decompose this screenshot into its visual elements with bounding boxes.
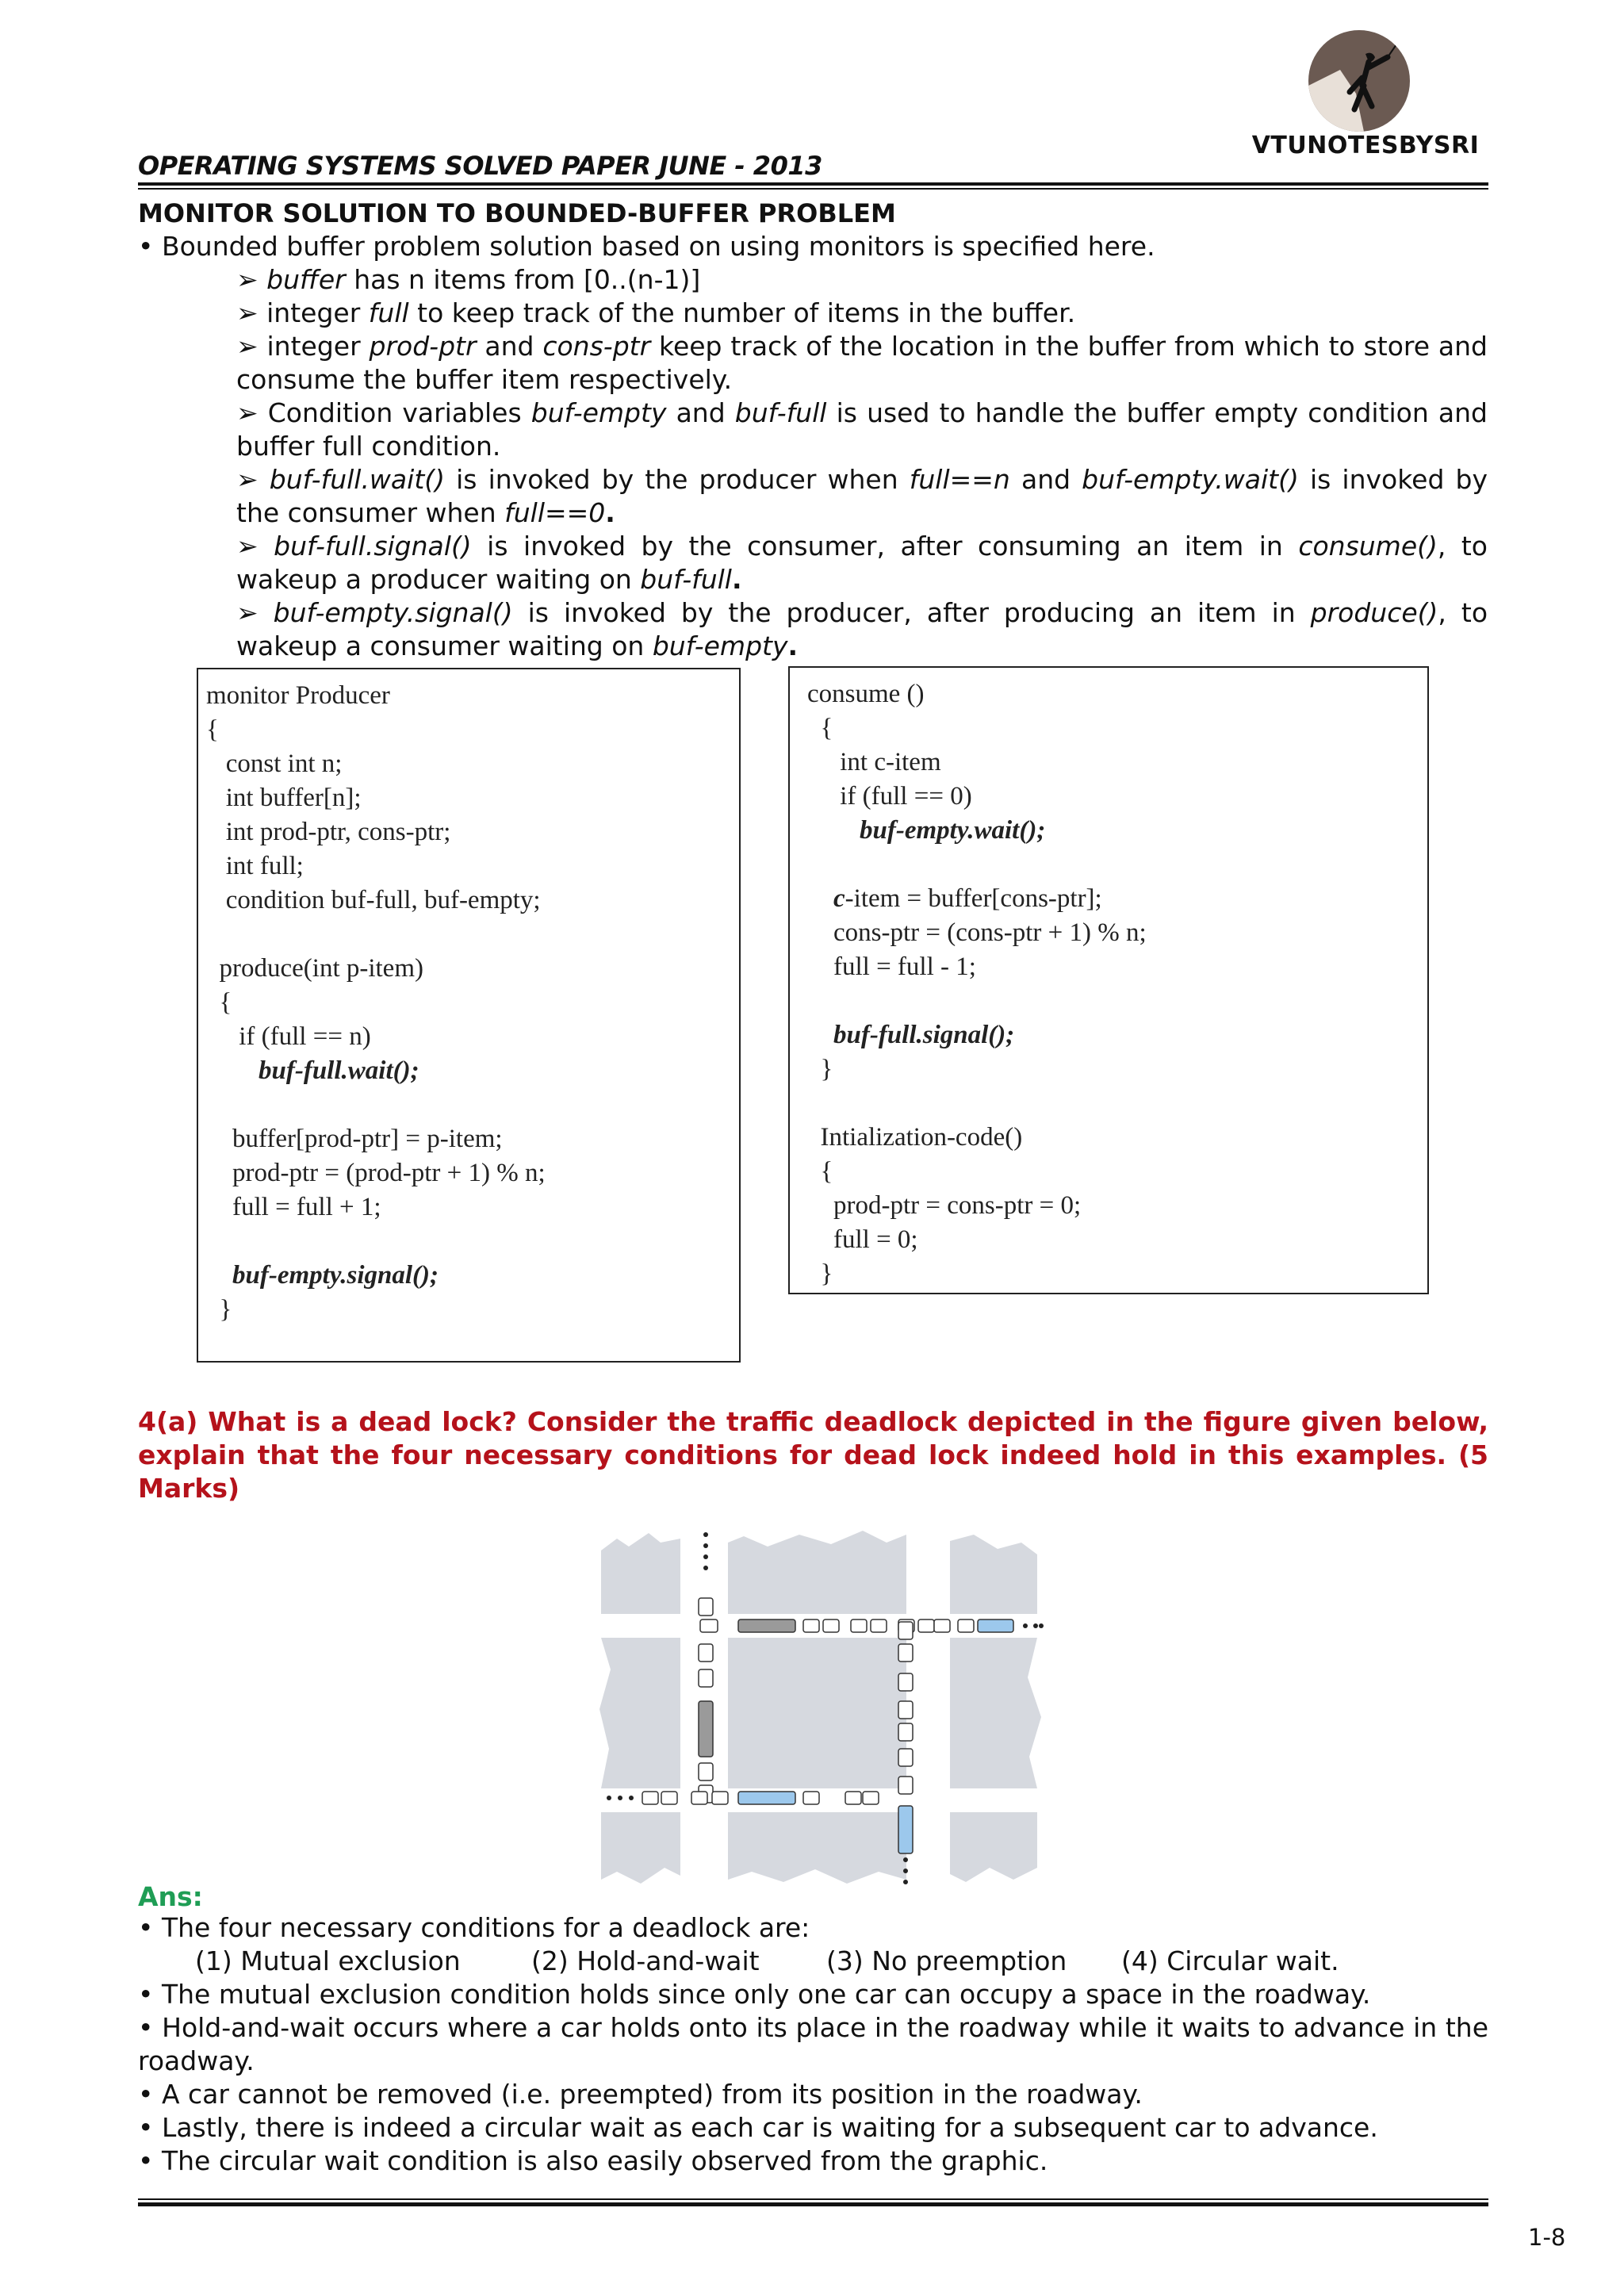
footer-rule	[138, 2202, 1488, 2206]
car	[712, 1792, 728, 1804]
code-line: {	[807, 1157, 833, 1186]
page-header-title: OPERATING SYSTEMS SOLVED PAPER JUNE - 2013	[138, 151, 822, 181]
city-block-top-left	[601, 1533, 680, 1614]
bullet-text: cons-ptr	[542, 331, 651, 362]
bullet-text: and	[666, 397, 735, 428]
header-rule	[138, 182, 1488, 186]
car	[699, 1763, 713, 1780]
condition-1: (1) Mutual exclusion	[195, 1945, 461, 1976]
code-line: buffer[prod-ptr] = p-item;	[206, 1125, 503, 1153]
bullet-text: full	[368, 297, 409, 328]
page-number: 1-8	[1528, 2224, 1566, 2251]
car	[898, 1622, 913, 1639]
code-line: {	[206, 715, 219, 744]
car	[699, 1644, 713, 1662]
car	[642, 1792, 658, 1804]
code-line: }	[807, 1055, 833, 1083]
code-line: const int n;	[206, 749, 343, 778]
bullet-text: to keep track of the number of items in the buffer.	[408, 297, 1076, 328]
code-line: {	[807, 714, 833, 742]
bullet-item	[236, 297, 1488, 330]
city-block-middle-left	[599, 1638, 680, 1788]
car	[898, 1673, 913, 1691]
bullet-text: buf-empty.signal()	[273, 597, 513, 628]
code-line: Intialization-code()	[807, 1123, 1023, 1152]
arrow-bullet-icon: ➢	[236, 297, 267, 328]
bullet-text: buf-full	[734, 397, 827, 428]
header-rule-thin	[138, 188, 1488, 190]
ellipsis-dot	[618, 1796, 622, 1800]
code-line	[206, 1225, 739, 1259]
bullet-text: is used to handle the buffer empty condition and buffer full condition.	[236, 397, 1488, 462]
car	[699, 1598, 713, 1616]
section-intro: • Bounded buffer problem solution based on using monitors is specified here.	[138, 231, 1155, 262]
code-line	[807, 848, 1427, 882]
ellipsis-dot	[703, 1532, 708, 1537]
bullet-text: and	[476, 331, 543, 362]
condition-2: (2) Hold-and-wait	[531, 1945, 760, 1976]
bullet-text: , to wakeup a consumer waiting on	[236, 597, 1488, 661]
question-text: 4(a) What is a dead lock? Consider the traffic deadlock depicted in the figure given below, explain that the four necessary conditions for dead lock indeed hold in this examples. (5 Marks)	[138, 1406, 1488, 1504]
car	[958, 1619, 974, 1632]
bullet-text: produce()	[1310, 597, 1438, 628]
section-title: MONITOR SOLUTION TO BOUNDED-BUFFER PROBLEM	[138, 198, 896, 228]
car	[863, 1792, 879, 1804]
car	[898, 1723, 913, 1741]
code-line	[206, 918, 739, 952]
code-line: buf-full.signal();	[807, 1021, 1015, 1049]
code-line: if (full == n)	[206, 1022, 371, 1051]
city-block-bottom-left	[601, 1812, 680, 1884]
code-line: cons-ptr = (cons-ptr + 1) % n;	[807, 918, 1147, 947]
climber-icon	[1308, 30, 1410, 132]
bullet-text: integer	[266, 331, 370, 362]
code-line: monitor Producer	[206, 681, 390, 710]
city-block-bottom-right	[950, 1812, 1037, 1882]
code-line	[807, 984, 1427, 1018]
blue-truck	[738, 1792, 795, 1804]
bullet-text: keep track of the location in the buffer from which to store and consume the buffer item respectively.	[236, 331, 1488, 395]
bullet-item	[236, 263, 1488, 297]
bullet-text: is invoked by the producer, after producing an item in	[512, 597, 1311, 628]
bullet-text: Condition variables	[267, 397, 531, 428]
code-line: buf-empty.wait();	[807, 816, 1046, 845]
car	[823, 1619, 839, 1632]
bullet-text: and	[1009, 464, 1082, 495]
ellipsis-dot	[607, 1796, 611, 1800]
code-line: full = 0;	[807, 1225, 918, 1254]
car	[700, 1619, 718, 1632]
answer-intro: • The four necessary conditions for a deadlock are:	[138, 1912, 810, 1943]
condition-3: (3) No preemption	[826, 1945, 1067, 1976]
car	[699, 1669, 713, 1687]
car	[898, 1701, 913, 1719]
bullet-item	[236, 397, 1488, 463]
bullet-item	[236, 330, 1488, 397]
code-line: produce(int p-item)	[206, 954, 423, 983]
answer-point-5: • The circular wait condition is also easily observed from the graphic.	[138, 2145, 1048, 2176]
ellipsis-dot	[1023, 1623, 1028, 1628]
ellipsis-dot	[703, 1566, 708, 1570]
car	[898, 1644, 913, 1662]
answer-point-3: • A car cannot be removed (i.e. preempted) from its position in the roadway.	[138, 2079, 1143, 2110]
ellipsis-dot	[903, 1880, 908, 1884]
bullet-text: prod-ptr	[369, 331, 477, 362]
bullet-text: .	[731, 564, 742, 595]
code-line: prod-ptr = (prod-ptr + 1) % n;	[206, 1159, 546, 1187]
traffic-deadlock-figure	[593, 1511, 1045, 1892]
arrow-bullet-icon: ➢	[236, 464, 270, 495]
bullet-text: buffer	[266, 264, 346, 295]
code-line: }	[206, 1295, 232, 1324]
code-line: int prod-ptr, cons-ptr;	[206, 818, 451, 846]
car	[918, 1619, 934, 1632]
arrow-bullet-icon: ➢	[236, 531, 274, 562]
ellipsis-dot	[703, 1543, 708, 1548]
code-line: full = full + 1;	[206, 1193, 381, 1221]
bullet-text: integer	[266, 297, 369, 328]
ellipsis-dot	[903, 1857, 908, 1862]
city-block-top-right	[950, 1535, 1037, 1614]
code-line: buf-empty.signal();	[206, 1261, 439, 1290]
car	[691, 1792, 707, 1804]
code-line	[206, 1088, 739, 1122]
bullet-item	[236, 530, 1488, 596]
car	[898, 1749, 913, 1766]
code-line: full = full - 1;	[807, 953, 976, 981]
code-line: condition buf-full, buf-empty;	[206, 886, 541, 914]
arrow-bullet-icon: ➢	[236, 397, 268, 428]
answer-point-1: • The mutual exclusion condition holds since only one car can occupy a space in the roadway.	[138, 1979, 1371, 2010]
bullet-text: full==n	[909, 464, 1010, 495]
city-block-top-center	[728, 1531, 906, 1614]
car	[871, 1619, 887, 1632]
bullet-text: is invoked by the consumer, after consuming an item in	[471, 531, 1299, 562]
car	[803, 1619, 819, 1632]
ellipsis-dot	[1033, 1623, 1038, 1628]
bullet-text: buf-empty	[530, 397, 667, 428]
truck	[699, 1701, 713, 1757]
ellipsis-dot	[903, 1869, 908, 1873]
bullet-text: buf-full.wait()	[269, 464, 446, 495]
bullet-item	[236, 596, 1488, 663]
arrow-bullet-icon: ➢	[236, 331, 267, 362]
bullet-text: is invoked by the producer when	[445, 464, 910, 495]
answer-label: Ans:	[138, 1881, 203, 1912]
bullet-item	[236, 463, 1488, 530]
footer-rule-thin	[138, 2198, 1488, 2200]
ellipsis-dot	[703, 1554, 708, 1559]
answer-point-4: • Lastly, there is indeed a circular wait as each car is waiting for a subsequent car to advance.	[138, 2112, 1378, 2143]
consumer-code-box	[788, 666, 1429, 1294]
bullet-text: , to wakeup a producer waiting on	[236, 531, 1488, 595]
code-line: int full;	[206, 852, 304, 880]
city-block-bottom-center	[728, 1812, 906, 1884]
code-line	[807, 1087, 1427, 1121]
bullet-text: full==0	[504, 497, 606, 528]
code-line: int c-item	[807, 748, 941, 776]
arrow-bullet-icon: ➢	[236, 264, 267, 295]
code-line: }	[807, 1259, 833, 1288]
car	[845, 1792, 861, 1804]
bullet-text: buf-empty	[652, 631, 788, 661]
bullet-text: consume()	[1298, 531, 1438, 562]
bullet-list	[236, 263, 1488, 663]
arrow-bullet-icon: ➢	[236, 597, 274, 628]
bullet-text: buf-full	[640, 564, 732, 595]
bullet-text: .	[605, 497, 615, 528]
logo-text: VTUNOTESBYSRI	[1251, 132, 1480, 159]
city-block-middle-right	[950, 1638, 1041, 1788]
bullet-text: has n items from [0..(n-1)]	[345, 264, 701, 295]
ellipsis-dot	[1039, 1623, 1044, 1628]
car	[803, 1792, 819, 1804]
producer-code-box	[197, 668, 741, 1363]
code-line: {	[206, 988, 232, 1017]
logo-emblem	[1308, 30, 1410, 132]
blue-truck	[898, 1806, 913, 1853]
answer-point-2: • Hold-and-wait occurs where a car holds onto its place in the roadway while it waits to advance in the roadway.	[138, 2012, 1488, 2076]
car	[851, 1619, 867, 1632]
car	[898, 1777, 913, 1794]
car	[661, 1792, 677, 1804]
code-line: consume ()	[807, 680, 925, 708]
code-line: int buffer[n];	[206, 784, 362, 812]
bullet-text: is invoked by the consumer when	[236, 464, 1488, 528]
bullet-text: .	[787, 631, 799, 661]
city-block-center	[728, 1638, 906, 1788]
code-line: if (full == 0)	[807, 782, 972, 811]
car	[934, 1619, 950, 1632]
code-line: prod-ptr = cons-ptr = 0;	[807, 1191, 1082, 1220]
bullet-text: buf-empty.wait()	[1082, 464, 1299, 495]
code-line: buf-full.wait();	[206, 1056, 419, 1085]
code-line: c-item = buffer[cons-ptr];	[833, 884, 1102, 913]
blue-truck	[978, 1619, 1013, 1632]
ellipsis-dot	[629, 1796, 634, 1800]
bullet-text: buf-full.signal()	[274, 531, 472, 562]
condition-4: (4) Circular wait.	[1121, 1945, 1339, 1976]
truck	[738, 1619, 795, 1632]
